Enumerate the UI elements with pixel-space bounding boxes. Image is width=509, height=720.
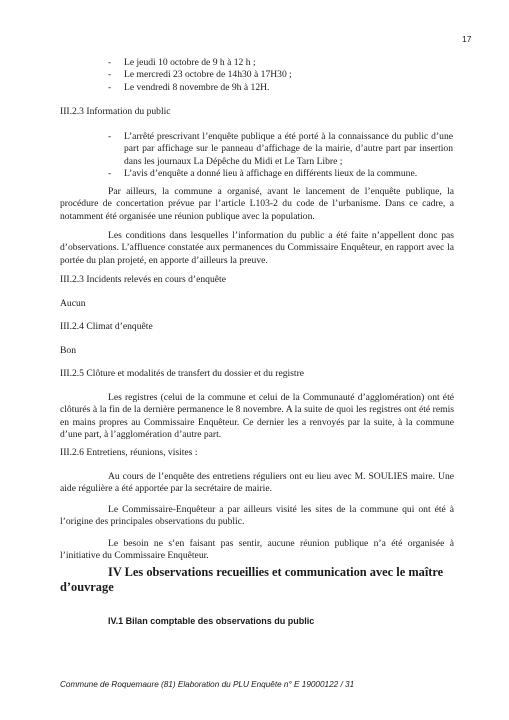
page-number: 17 <box>462 34 472 44</box>
information-item: - L’arrêté prescrivant l’enquête publique a été porté à la connaissance du public d’une part par affichage sur le panneau d’affichage de la mairie, d’autre part par insertion dans les journaux La Dépêche du Midi et Le Tarn Libre ; <box>108 131 453 168</box>
schedule-item: - Le mercredi 23 octobre de 14h30 à 17H30 ; <box>108 69 292 81</box>
page-footer: Commune de Roquemaure (81) Elaboration du PLU Enquête n° E 19000122 / 31 <box>60 680 355 689</box>
paragraph-registres: Les registres (celui de la commune et celui de la Communauté d’agglomération) ont été clôturés à la fin de la dernière permanence le 8 novembre. A la suite de quoi les registres ont été remis en mains propres au Commissaire Enquêteur. Ce dernier les a renvoyés par la suite, à la commune d’une part, à l’agglomération d’autre part. <box>60 392 454 441</box>
permanence-schedule-list <box>108 57 292 94</box>
schedule-item: - Le jeudi 10 octobre de 9 h à 12 h ; <box>108 57 292 69</box>
incidents-text: Aucun <box>60 298 86 309</box>
section-iv1-title: IV.1 Bilan comptable des observations du public <box>108 616 315 626</box>
heading-incidents: III.2.3 Incidents relevés en cours d’enquête <box>60 274 226 285</box>
heading-cloture: III.2.5 Clôture et modalités de transfert du dossier et du registre <box>60 368 305 379</box>
paragraph-entretiens: Au cours de l’enquête des entretiens réguliers ont eu lieu avec M. SOULIES maire. Une aide régulière a été apportée par la secrétaire de mairie. <box>60 471 454 495</box>
information-list <box>108 131 453 181</box>
heading-entretiens: III.2.6 Entretiens, réunions, visites : <box>60 447 198 458</box>
paragraph-visites: Le Commissaire-Enquêteur a par ailleurs visité les sites de la commune qui ont été à l’origine des principales observations du public. <box>60 504 454 528</box>
heading-climat: III.2.4 Climat d’enquête <box>60 321 153 332</box>
heading-information-public: III.2.3 Information du public <box>60 106 171 117</box>
paragraph-conditions: Les conditions dans lesquelles l’information du public a été faite n’appellent donc pas d’observations. L’affluence constatée aux permanences du Commissaire Enquêteur, en rapport avec la portée du plan projeté, en apporte d’ailleurs la preuve. <box>60 230 454 266</box>
paragraph-concertation: Par ailleurs, la commune a organisé, avant le lancement de l’enquête publique, la procédure de concertation prévue par l’article L103-2 du code de l’urbanisme. Dans ce cadre, a notamment été organisée une réunion publique avec la population. <box>60 186 454 222</box>
information-item: - L’avis d’enquête a donné lieu à affichage en différents lieux de la commune. <box>108 168 453 180</box>
climat-text: Bon <box>60 345 76 356</box>
section-iv-title: IV Les observations recueillies et communication avec le maître d’ouvrage <box>60 565 444 594</box>
paragraph-reunion: Le besoin ne s’en faisant pas sentir, aucune réunion publique n’a été organisée à l’initiative du Commissaire Enquêteur. <box>60 538 454 562</box>
schedule-item: - Le vendredi 8 novembre de 9h à 12H. <box>108 82 292 94</box>
